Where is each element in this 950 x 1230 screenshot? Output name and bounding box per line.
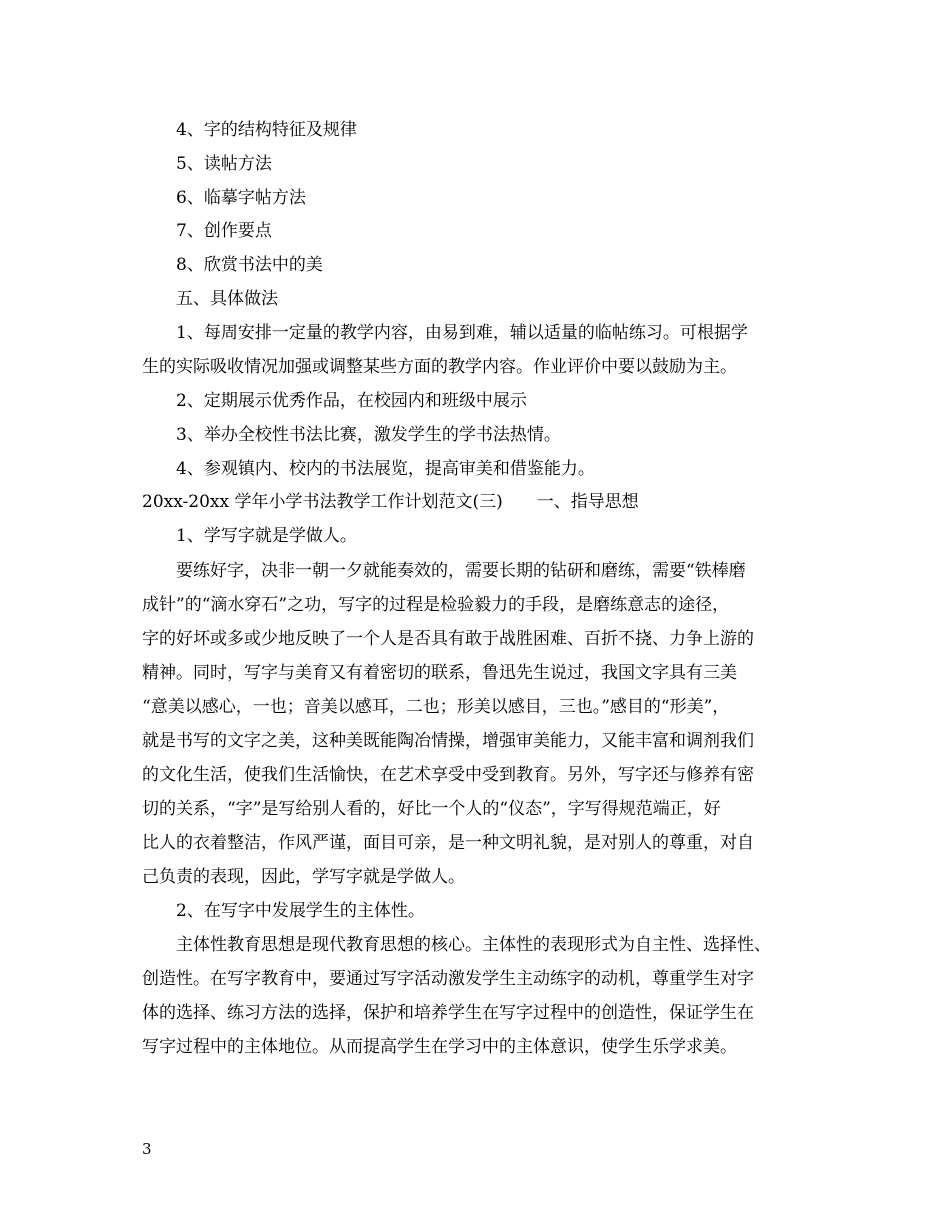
subheading: 1、学写字就是学做人。 bbox=[176, 526, 357, 546]
paragraph-line: 创造性。在写字教育中，要通过写字活动激发学生主动练字的动机，尊重学生对字 bbox=[142, 969, 754, 989]
paragraph-line: 成针”的“滴水穿石”之功，写字的过程是检验毅力的手段，是磨练意志的途径， bbox=[142, 595, 730, 615]
paragraph-line: “意美以感心，一也；音美以感耳，二也；形美以感目，三也。”感目的“形美”， bbox=[142, 697, 730, 717]
paragraph-line: 的文化生活，使我们生活愉快，在艺术享受中受到教育。另外，写字还与修养有密 bbox=[142, 765, 754, 785]
paragraph-line: 生的实际吸收情况加强或调整某些方面的教学内容。作业评价中要以鼓励为主。 bbox=[142, 357, 737, 377]
document-title: 20xx-20xx 学年小学书法教学工作计划范文(三) 一、指导思想 bbox=[142, 492, 639, 512]
section-heading: 五、具体做法 bbox=[176, 289, 278, 309]
paragraph-line: 主体性教育思想是现代教育思想的核心。主体性的表现形式为自主性、选择性、 bbox=[176, 935, 771, 955]
paragraph-line: 1、每周安排一定量的教学内容，由易到难，辅以适量的临帖练习。可根据学 bbox=[176, 323, 748, 343]
paragraph-line: 己负责的表现，因此，学写字就是学做人。 bbox=[142, 867, 465, 887]
list-item: 7、创作要点 bbox=[176, 221, 272, 241]
paragraph-line: 2、定期展示优秀作品，在校园内和班级中展示 bbox=[176, 391, 527, 411]
page-number: 3 bbox=[142, 1140, 152, 1158]
paragraph-line: 切的关系，“字”是写给别人看的，好比一个人的“仪态”，字写得规范端正，好 bbox=[142, 799, 721, 819]
list-item: 4、字的结构特征及规律 bbox=[176, 120, 357, 140]
paragraph-line: 字的好坏或多或少地反映了一个人是否具有敢于战胜困难、百折不挠、力争上游的 bbox=[142, 629, 754, 649]
paragraph-line: 3、举办全校性书法比赛，激发学生的学书法热情。 bbox=[176, 425, 561, 445]
paragraph-line: 写字过程中的主体地位。从而提高学生在学习中的主体意识，使学生乐学求美。 bbox=[142, 1037, 737, 1057]
paragraph-line: 就是书写的文字之美，这种美既能陶冶情操，增强审美能力，又能丰富和调剂我们 bbox=[142, 731, 754, 751]
list-item: 5、读帖方法 bbox=[176, 154, 272, 174]
list-item: 6、临摹字帖方法 bbox=[176, 188, 306, 208]
paragraph-line: 要练好字，决非一朝一夕就能奏效的，需要长期的钻研和磨练，需要“铁棒磨 bbox=[176, 561, 746, 581]
paragraph-line: 4、参观镇内、校内的书法展览，提高审美和借鉴能力。 bbox=[176, 459, 595, 479]
subheading: 2、在写字中发展学生的主体性。 bbox=[176, 901, 425, 921]
paragraph-line: 体的选择、练习方法的选择，保护和培养学生在写字过程中的创造性，保证学生在 bbox=[142, 1003, 754, 1023]
paragraph-line: 精神。同时，写字与美育又有着密切的联系，鲁迅先生说过，我国文字具有三美 bbox=[142, 663, 737, 683]
paragraph-line: 比人的衣着整洁，作风严谨，面目可亲，是一种文明礼貌，是对别人的尊重，对自 bbox=[142, 833, 754, 853]
list-item: 8、欣赏书法中的美 bbox=[176, 255, 323, 275]
